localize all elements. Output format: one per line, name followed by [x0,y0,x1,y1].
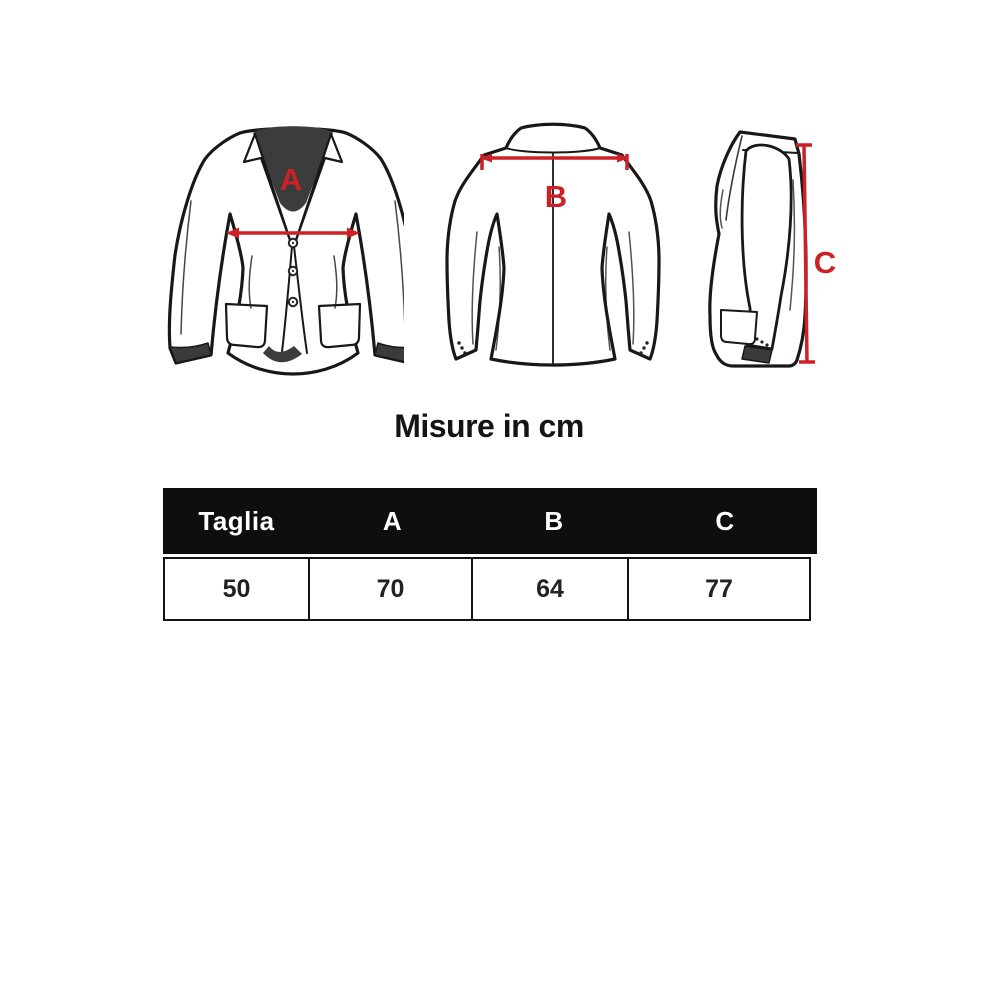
page-title: Misure in cm [394,408,584,444]
size-table-header-row [163,488,817,554]
measure-b-label: B [544,179,568,214]
header-cell-taglia: Taglia [198,505,275,536]
cell-a-value: 70 [308,557,473,621]
front-left-pocket [226,304,267,347]
size-table [163,488,817,621]
header-cell-c: C [715,505,735,536]
header-cell-a: A [382,505,403,536]
measure-c-label: C [813,245,837,280]
side-pocket [721,310,757,344]
header-cell-b: B [544,505,564,536]
cell-c-value: 77 [627,557,811,621]
jacket-back-view-illustration [438,112,668,372]
measure-a-label: A [279,162,303,197]
jacket-front-view-illustration [160,106,404,378]
size-table-data-row [163,557,817,621]
front-right-pocket [319,304,360,347]
cell-size-value: 50 [163,557,310,621]
jacket-side-view-illustration [693,120,845,372]
cell-b-value: 64 [471,557,629,621]
